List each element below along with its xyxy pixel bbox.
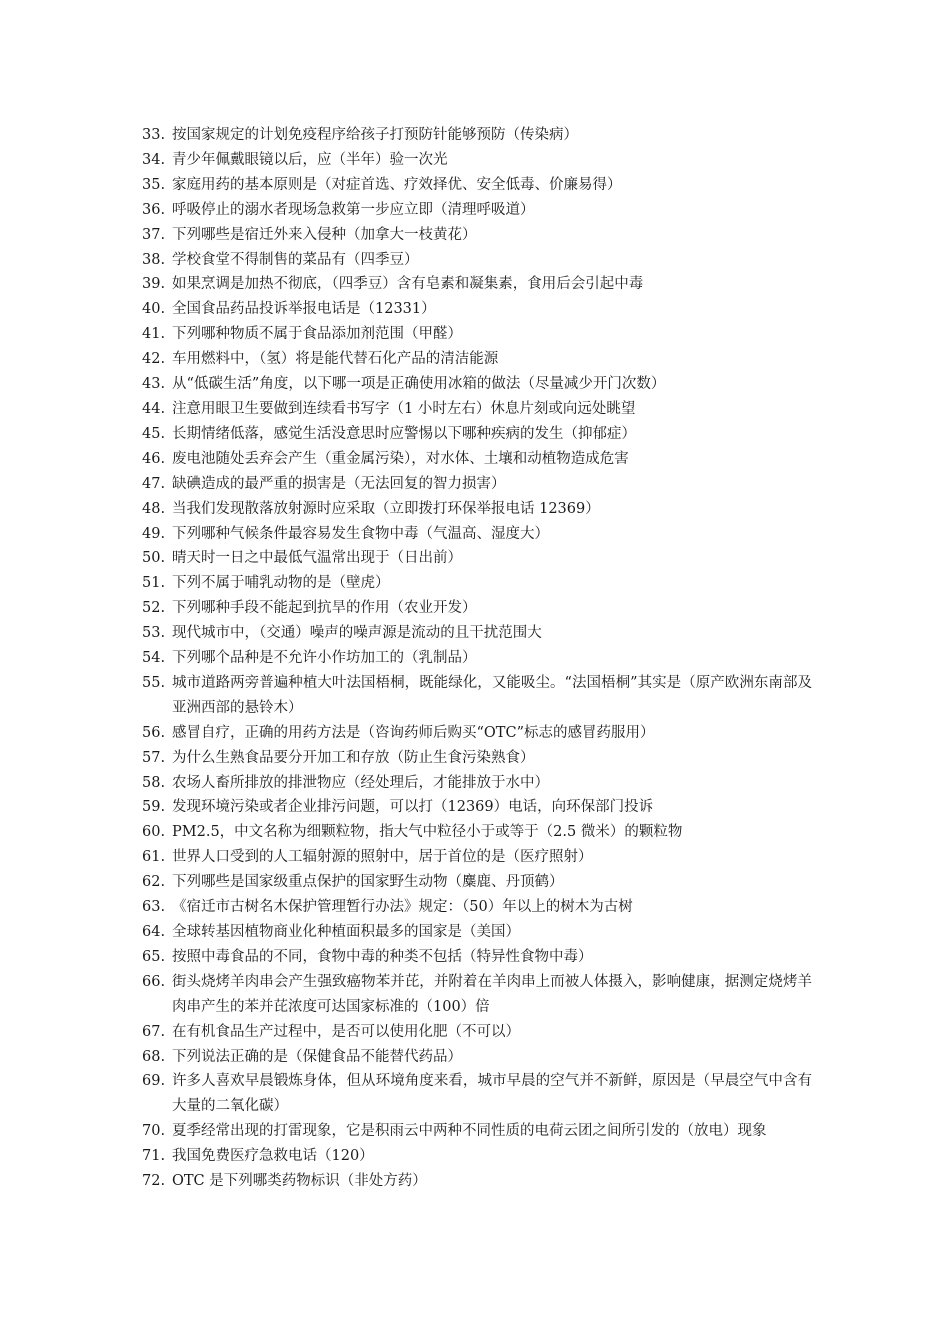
- item-text: 按照中毒食品的不同，食物中毒的种类不包括（特异性食物中毒）: [172, 948, 593, 965]
- item-text: 下列哪些是宿迁外来入侵种（加拿大一枝黄花）: [172, 226, 477, 243]
- list-item: [142, 173, 812, 198]
- item-number: 46.: [142, 450, 166, 467]
- item-text: 在有机食品生产过程中，是否可以使用化肥（不可以）: [172, 1023, 520, 1040]
- item-number: 33.: [142, 127, 166, 143]
- list-item: [142, 472, 812, 497]
- list-item: [142, 1020, 812, 1045]
- item-text: 下列说法正确的是（保健食品不能替代药品）: [172, 1048, 462, 1065]
- item-text: 全球转基因植物商业化种植面积最多的国家是（美国）: [172, 924, 520, 940]
- item-text: 感冒自疗，正确的用药方法是（咨询药师后购买“OTC”标志的感冒药服用）: [172, 724, 655, 741]
- list-item: [142, 1169, 812, 1194]
- item-number: 42.: [142, 351, 166, 368]
- item-number: 70.: [142, 1123, 166, 1140]
- list-item: [142, 422, 812, 447]
- item-number: 65.: [142, 948, 166, 965]
- item-number: 51.: [142, 575, 166, 592]
- item-text: 夏季经常出现的打雷现象，它是积雨云中两种不同性质的电荷云团之间所引发的（放电）现象: [172, 1123, 767, 1140]
- item-text: 下列哪种手段不能起到抗旱的作用（农业开发）: [172, 600, 477, 617]
- list-item: [142, 397, 812, 422]
- list-item: [142, 347, 812, 372]
- list-item: [142, 895, 812, 920]
- item-number: 54.: [142, 650, 166, 667]
- item-text: 当我们发现散落放射源时应采取（立即拨打环保举报电话 12369）: [172, 500, 600, 517]
- list-item: [142, 820, 812, 845]
- item-number: 66.: [142, 973, 166, 990]
- item-number: 63.: [142, 899, 166, 916]
- list-item: [142, 771, 812, 796]
- item-number: 53.: [142, 625, 166, 642]
- list-item: [142, 646, 812, 671]
- list-item: [142, 970, 812, 1020]
- item-number: 45.: [142, 425, 166, 442]
- item-number: 68.: [142, 1048, 166, 1065]
- item-number: 39.: [142, 276, 166, 293]
- item-text: 车用燃料中，（氢）将是能代替石化产品的清洁能源: [172, 351, 499, 368]
- item-text: 按国家规定的计划免疫程序给孩子打预防针能够预防（传染病）: [172, 127, 578, 143]
- item-text: 晴天时一日之中最低气温常出现于（日出前）: [172, 550, 462, 567]
- list-item: [142, 945, 812, 970]
- item-number: 69.: [142, 1073, 166, 1090]
- list-item: [142, 845, 812, 870]
- item-text: 我国免费医疗急救电话（120）: [172, 1148, 374, 1165]
- list-item: [142, 870, 812, 895]
- list-item: [142, 272, 812, 297]
- item-text: 注意用眼卫生要做到连续看书写字（1 小时左右）休息片刻或向远处眺望: [172, 400, 636, 417]
- list-item: [142, 297, 812, 322]
- item-text: 农场人畜所排放的排泄物应（经处理后，才能排放于水中）: [172, 774, 549, 791]
- item-text: 缺碘造成的最严重的损害是（无法回复的智力损害）: [172, 475, 506, 492]
- list-item: [142, 546, 812, 571]
- item-number: 38.: [142, 251, 166, 268]
- item-number: 40.: [142, 301, 166, 318]
- item-text: 《宿迁市古树名木保护管理暂行办法》规定：（50）年以上的树木为古树: [172, 899, 633, 916]
- item-text: PM2.5，中文名称为细颗粒物，指大气中粒径小于或等于（2.5 微米）的颗粒物: [172, 824, 683, 841]
- item-text: 家庭用药的基本原则是（对症首选、疗效择优、安全低毒、价廉易得）: [172, 176, 622, 193]
- item-text: 全国食品药品投诉举报电话是（12331）: [172, 301, 436, 318]
- item-text: 废电池随处丢弃会产生（重金属污染），对水体、土壤和动植物造成危害: [172, 450, 629, 467]
- item-text: 世界人口受到的人工辐射源的照射中，居于首位的是（医疗照射）: [172, 849, 593, 866]
- list-item: [142, 123, 812, 148]
- list-item: [142, 596, 812, 621]
- item-text: 发现环境污染或者企业排污问题，可以打（12369）电话，向环保部门投诉: [172, 799, 654, 816]
- list-item: [142, 571, 812, 596]
- item-number: 64.: [142, 924, 166, 940]
- item-number: 60.: [142, 824, 166, 841]
- list-item: [142, 522, 812, 547]
- list-item: [142, 497, 812, 522]
- item-text: 下列哪种气候条件最容易发生食物中毒（气温高、湿度大）: [172, 525, 549, 542]
- item-text: 青少年佩戴眼镜以后，应（半年）验一次光: [172, 151, 448, 168]
- item-number: 41.: [142, 326, 166, 343]
- list-item: [142, 1069, 812, 1119]
- item-text: 为什么生熟食品要分开加工和存放（防止生食污染熟食）: [172, 749, 535, 766]
- item-number: 35.: [142, 176, 166, 193]
- list-item: [142, 248, 812, 273]
- item-text: 下列哪个品种是不允许小作坊加工的（乳制品）: [172, 650, 477, 667]
- item-number: 36.: [142, 201, 166, 218]
- item-text: 现代城市中，（交通）噪声的噪声源是流动的且干扰范围大: [172, 625, 542, 642]
- item-number: 55.: [142, 674, 166, 691]
- item-number: 49.: [142, 525, 166, 542]
- item-number: 56.: [142, 724, 166, 741]
- item-text: 学校食堂不得制售的菜品有（四季豆）: [172, 251, 419, 268]
- item-text: 下列哪种物质不属于食品添加剂范围（甲醛）: [172, 326, 462, 343]
- list-item: [142, 671, 812, 721]
- list-item: [142, 1045, 812, 1070]
- item-text: 呼吸停止的溺水者现场急救第一步应立即（清理呼吸道）: [172, 201, 535, 218]
- item-text: 长期情绪低落，感觉生活没意思时应警惕以下哪种疾病的发生（抑郁症）: [172, 425, 636, 442]
- item-number: 50.: [142, 550, 166, 567]
- item-number: 37.: [142, 226, 166, 243]
- item-number: 57.: [142, 749, 166, 766]
- item-text: 从“低碳生活”角度，以下哪一项是正确使用冰箱的做法（尽量减少开门次数）: [172, 376, 666, 393]
- list-item: [142, 1119, 812, 1144]
- item-text: 如果烹调是加热不彻底，（四季豆）含有皂素和凝集素，食用后会引起中毒: [172, 276, 644, 293]
- list-item: [142, 721, 812, 746]
- item-text: OTC 是下列哪类药物标识（非处方药）: [172, 1173, 427, 1190]
- item-number: 59.: [142, 799, 166, 816]
- item-number: 44.: [142, 400, 166, 417]
- item-text: 街头烧烤羊肉串会产生强致癌物苯并芘，并附着在羊肉串上而被人体摄入，影响健康，据测定烧烤羊肉串产生的苯并芘浓度可达国家标准的（100）倍: [172, 973, 812, 1015]
- item-text: 下列不属于哺乳动物的是（壁虎）: [172, 575, 390, 592]
- list-item: [142, 198, 812, 223]
- qa-list: [142, 123, 812, 1194]
- item-number: 52.: [142, 600, 166, 617]
- item-number: 61.: [142, 849, 166, 866]
- item-number: 71.: [142, 1148, 166, 1165]
- list-item: [142, 148, 812, 173]
- list-item: [142, 223, 812, 248]
- list-item: [142, 372, 812, 397]
- list-item: [142, 447, 812, 472]
- item-number: 58.: [142, 774, 166, 791]
- item-number: 43.: [142, 376, 166, 393]
- list-item: [142, 795, 812, 820]
- list-item: [142, 621, 812, 646]
- item-number: 48.: [142, 500, 166, 517]
- item-text: 下列哪些是国家级重点保护的国家野生动物（麋鹿、丹顶鹤）: [172, 874, 564, 891]
- item-number: 67.: [142, 1023, 166, 1040]
- item-number: 47.: [142, 475, 166, 492]
- item-number: 62.: [142, 874, 166, 891]
- item-number: 34.: [142, 151, 166, 168]
- item-number: 72.: [142, 1173, 166, 1190]
- list-item: [142, 920, 812, 945]
- list-item: [142, 746, 812, 771]
- list-item: [142, 1144, 812, 1169]
- list-item: [142, 322, 812, 347]
- item-text: 城市道路两旁普遍种植大叶法国梧桐，既能绿化，又能吸尘。“法国梧桐”其实是（原产欧洲东南部及亚洲西部的悬铃木）: [172, 674, 812, 716]
- item-text: 许多人喜欢早晨锻炼身体，但从环境角度来看，城市早晨的空气并不新鲜，原因是（早晨空气中含有大量的二氧化碳）: [172, 1073, 812, 1115]
